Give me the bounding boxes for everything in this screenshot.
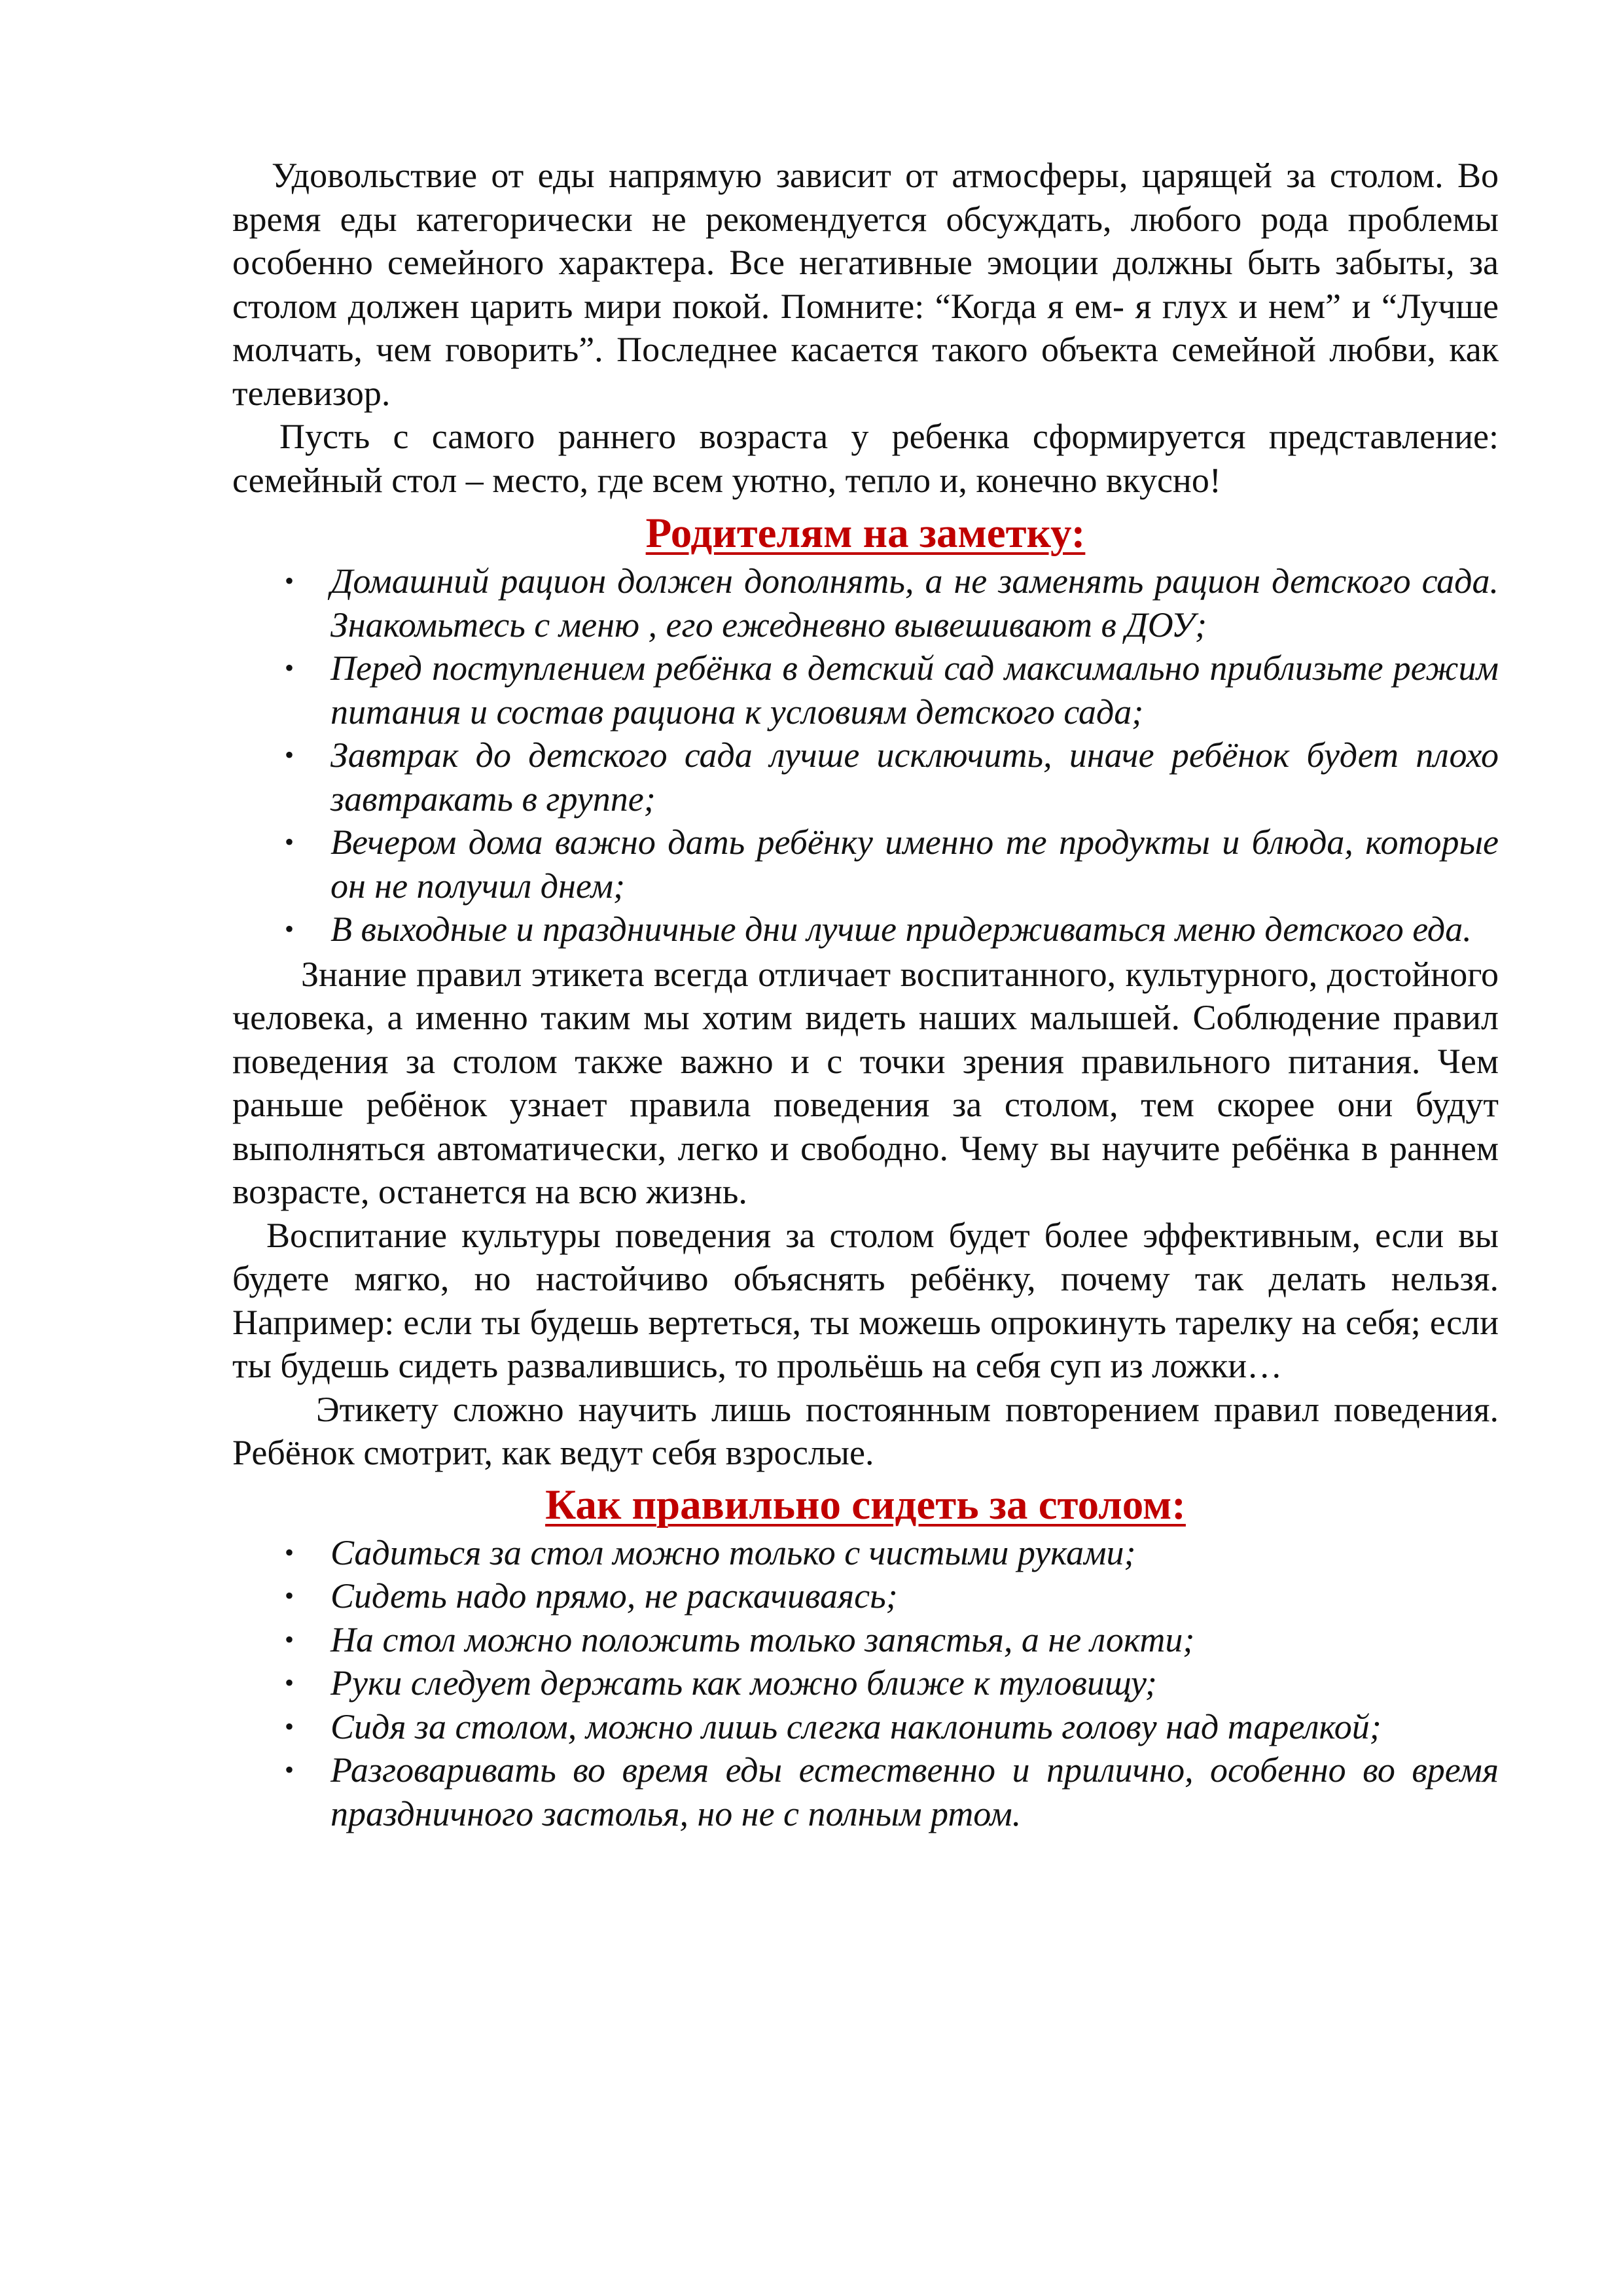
bullet-icon: •	[285, 1624, 294, 1654]
bullet-icon: •	[285, 740, 294, 769]
list-item	[232, 1531, 1499, 1575]
list-item	[232, 908, 1499, 951]
paragraph-upbringing: Воспитание культуры поведения за столом будет более эффективным, если вы будете мягко, но настойчиво объяснять ребёнку, почему так делать нельзя. Например: если ты будешь вертеться, ты можешь опрокинуть тарелку на себя; если ты будешь сидеть развалившись, то прольёшь на себя суп из ложки…	[232, 1215, 1499, 1385]
heading-how-to-sit: Как правильно сидеть за столом:	[545, 1481, 1186, 1528]
sitting-rules-list	[232, 1531, 1499, 1836]
list-item-text: Домашний рацион должен дополнять, а не заменять рацион детского сада. Знакомьтесь с меню , его ежедневно вывешивают в ДОУ;	[330, 561, 1499, 645]
list-item-text: На стол можно положить только запястья, а не локти;	[330, 1619, 1195, 1659]
list-item	[232, 1748, 1499, 1835]
paragraph-etiquette-learning: Этикету сложно научить лишь постоянным повторением правил поведения. Ребёнок смотрит, как ведут себя взрослые.	[232, 1389, 1499, 1472]
list-item-text: Вечером дома важно дать ребёнку именно те продукты и блюда, которые он не получил днем;	[330, 822, 1499, 906]
bullet-icon: •	[285, 1668, 294, 1697]
list-item-text: Завтрак до детского сада лучше исключить, иначе ребёнок будет плохо завтракать в группе;	[330, 735, 1499, 819]
list-item	[232, 733, 1499, 821]
list-item	[232, 1574, 1499, 1618]
list-item	[232, 1705, 1499, 1749]
list-item	[232, 559, 1499, 646]
bullet-icon: •	[285, 653, 294, 682]
list-item	[232, 821, 1499, 908]
list-item	[232, 646, 1499, 733]
parents-notes-list	[232, 559, 1499, 951]
bullet-icon: •	[285, 566, 294, 595]
list-item-text: Сидя за столом, можно лишь слегка наклонить голову над тарелкой;	[330, 1706, 1382, 1746]
list-item-text: Разговаривать во время еды естественно и прилично, особенно во время праздничного застолья, но не с полным ртом.	[330, 1750, 1499, 1833]
list-item-text: Сидеть надо прямо, не раскачиваясь;	[330, 1576, 898, 1616]
list-item-text: Перед поступлением ребёнка в детский сад максимально приблизьте режим питания и состав рациона к условиям детского сада;	[330, 648, 1499, 732]
bullet-icon: •	[285, 1581, 294, 1610]
list-item	[232, 1618, 1499, 1662]
bullet-icon: •	[285, 827, 294, 857]
list-item-text: Руки следует держать как можно ближе к туловищу;	[330, 1663, 1157, 1703]
list-item-text: В выходные и праздничные дни лучше придерживаться меню детского еда.	[330, 910, 1472, 949]
paragraph-etiquette-knowledge: Знание правил этикета всегда отличает воспитанного, культурного, достойного человека, а именно таким мы хотим видеть наших малышей. Соблюдение правил поведения за столом также важно и с точки зрения правильного питания. Чем раньше ребёнок узнает правила поведения за столом, тем скорее они будут выполняться автоматически, легко и свободно. Чему вы научите ребёнка в раннем возрасте, останется на всю жизнь.	[232, 954, 1499, 1211]
bullet-icon: •	[285, 914, 294, 944]
document-page	[232, 154, 1499, 1835]
list-item-text: Садиться за стол можно только с чистыми руками;	[330, 1532, 1136, 1572]
paragraph-family-table: Пусть с самого раннего возраста у ребенка сформируется представление: семейный стол – место, где всем уютно, тепло и, конечно вкусно!	[232, 417, 1499, 500]
paragraph-atmosphere: Удовольствие от еды напрямую зависит от атмосферы, царящей за столом. Во время еды категорически не рекомендуется обсуждать, любого рода проблемы особенно семейного характера. Все негативные эмоции должны быть забыты, за столом должен царить мири покой. Помните: “Когда я ем- я глух и нем” и “Лучше молчать, чем говорить”. Последнее касается такого объекта семейной любви, как телевизор.	[232, 156, 1499, 413]
list-item	[232, 1661, 1499, 1705]
heading-parents-note: Родителям на заметку:	[645, 510, 1086, 557]
bullet-icon: •	[285, 1711, 294, 1741]
bullet-icon: •	[285, 1755, 294, 1784]
bullet-icon: •	[285, 1537, 294, 1567]
